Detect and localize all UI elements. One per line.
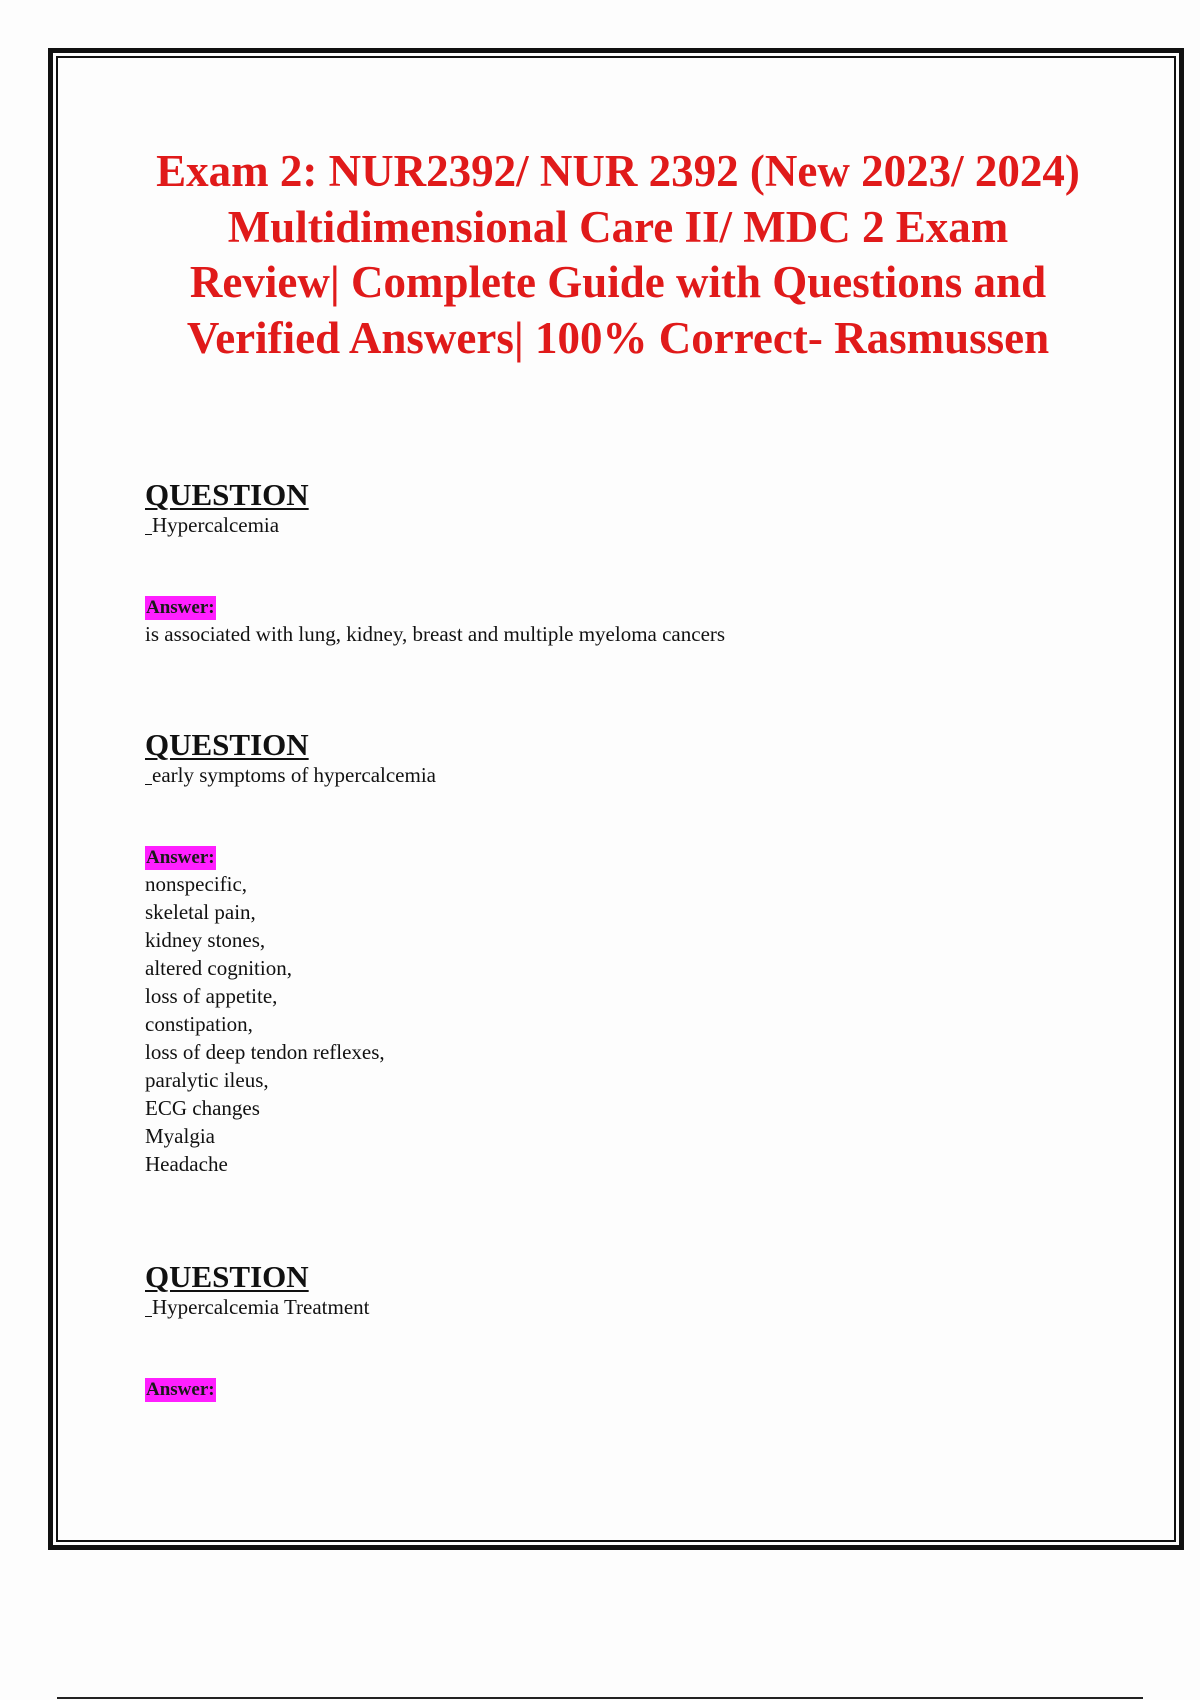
answer-line: skeletal pain, — [145, 900, 256, 924]
qa-list — [145, 478, 1085, 1402]
answer-line: Headache — [145, 1152, 228, 1176]
question-text-value: Hypercalcemia Treatment — [152, 1295, 370, 1319]
answer-line: nonspecific, — [145, 872, 248, 896]
footer-rule — [57, 1697, 1143, 1699]
document-title: Exam 2: NUR2392/ NUR 2392 (New 2023/ 2024) Multidimensional Care II/ MDC 2 Exam Review| Complete Guide with Questions and Verified Answers| 100% Correct- Rasmussen — [156, 146, 1080, 363]
answer-line: Myalgia — [145, 1124, 215, 1148]
answer-line: altered cognition, — [145, 956, 292, 980]
answer-line: loss of appetite, — [145, 984, 278, 1008]
answer-line: loss of deep tendon reflexes, — [145, 1040, 385, 1064]
answer-text — [145, 620, 1085, 648]
qa-item — [145, 1260, 1085, 1402]
question-heading: QUESTION — [145, 477, 309, 512]
answer-line: kidney stones, — [145, 928, 266, 952]
question-text — [145, 512, 1085, 538]
answer-text — [145, 870, 1085, 1178]
question-text — [145, 1294, 1085, 1320]
question-lead-mark — [145, 766, 152, 785]
answer-label: Answer: — [146, 1379, 215, 1400]
qa-item — [145, 728, 1085, 1178]
answer-line: ECG changes — [145, 1096, 260, 1120]
answer-label: Answer: — [146, 847, 215, 868]
question-heading: QUESTION — [145, 727, 309, 762]
question-lead-mark — [145, 1298, 152, 1317]
answer-label: Answer: — [146, 597, 215, 618]
question-heading: QUESTION — [145, 1259, 309, 1294]
answer-line: constipation, — [145, 1012, 253, 1036]
answer-line: paralytic ileus, — [145, 1068, 269, 1092]
qa-item — [145, 478, 1085, 648]
question-text-value: early symptoms of hypercalcemia — [152, 763, 436, 787]
question-text — [145, 762, 1085, 788]
question-lead-mark — [145, 516, 152, 535]
question-text-value: Hypercalcemia — [152, 513, 280, 537]
answer-line: is associated with lung, kidney, breast and multiple myeloma cancers — [145, 622, 726, 646]
